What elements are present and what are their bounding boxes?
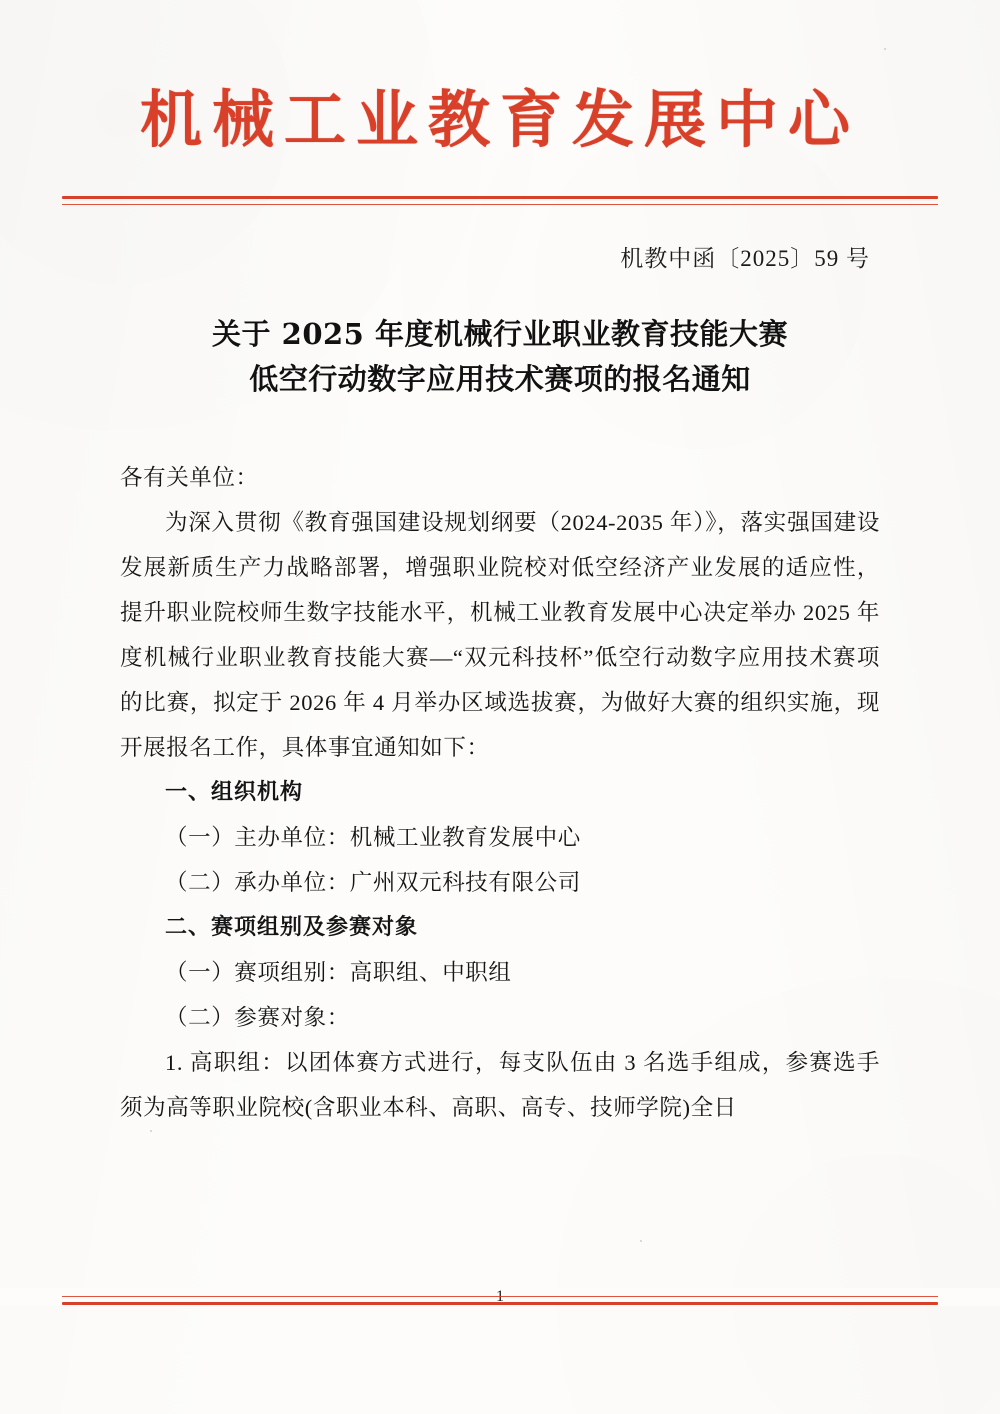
item-host-unit: （一）主办单位：机械工业教育发展中心 bbox=[165, 825, 581, 850]
document-number: 机教中函〔2025〕59 号 bbox=[620, 246, 870, 271]
heading-organization: 一、组织机构 bbox=[165, 780, 304, 805]
header-divider-thin-line bbox=[62, 204, 938, 205]
paper-speck bbox=[640, 1240, 642, 1242]
item-competition-groups: （一）赛项组别：高职组、中职组 bbox=[165, 960, 512, 985]
document-title bbox=[100, 312, 900, 402]
salutation: 各有关单位： bbox=[120, 465, 259, 490]
paper-speck bbox=[884, 48, 886, 50]
letterhead bbox=[0, 83, 1000, 156]
paragraph-intro: 为深入贯彻《教育强国建设规划纲要（2024-2035 年）》，落实强国建设发展新质生产力战略部署，增强职业院校对低空经济产业发展的适应性，提升职业院校师生数字技能水平，机械工业教育发展中心决定举办 2025 年度机械行业职业教育技能大赛—“双元科技杯”低空行动数字应用技术赛项的比赛，拟定于 2026 年 4 月举办区域选拔赛，为做好大赛的组织实施，现开展报名工作，具体事宜通知如下： bbox=[120, 510, 880, 760]
organization-name: 机械工业教育发展中心 bbox=[139, 83, 860, 156]
item-higher-vocational-group: 1. 高职组：以团体赛方式进行，每支队伍由 3 名选手组成，参赛选手须为高等职业院校(含职业本科、高职、高专、技师学院)全日 bbox=[120, 1050, 880, 1120]
document-title-line-2: 低空行动数字应用技术赛项的报名通知 bbox=[249, 361, 751, 396]
document-body bbox=[120, 455, 880, 1130]
header-divider bbox=[62, 196, 938, 205]
footer-divider bbox=[62, 1296, 938, 1305]
document-title-line-1: 关于 2025 年度机械行业职业教育技能大赛 bbox=[212, 317, 788, 351]
footer-divider-thin-line bbox=[62, 1296, 938, 1297]
item-organizer-unit: （二）承办单位：广州双元科技有限公司 bbox=[165, 870, 581, 895]
footer-divider-thick-line bbox=[62, 1302, 938, 1305]
heading-groups-and-participants: 二、赛项组别及参赛对象 bbox=[165, 915, 419, 940]
item-participants-label: （二）参赛对象： bbox=[165, 1005, 350, 1030]
header-divider-thick-line bbox=[62, 196, 938, 199]
paper-speck bbox=[150, 1130, 152, 1132]
